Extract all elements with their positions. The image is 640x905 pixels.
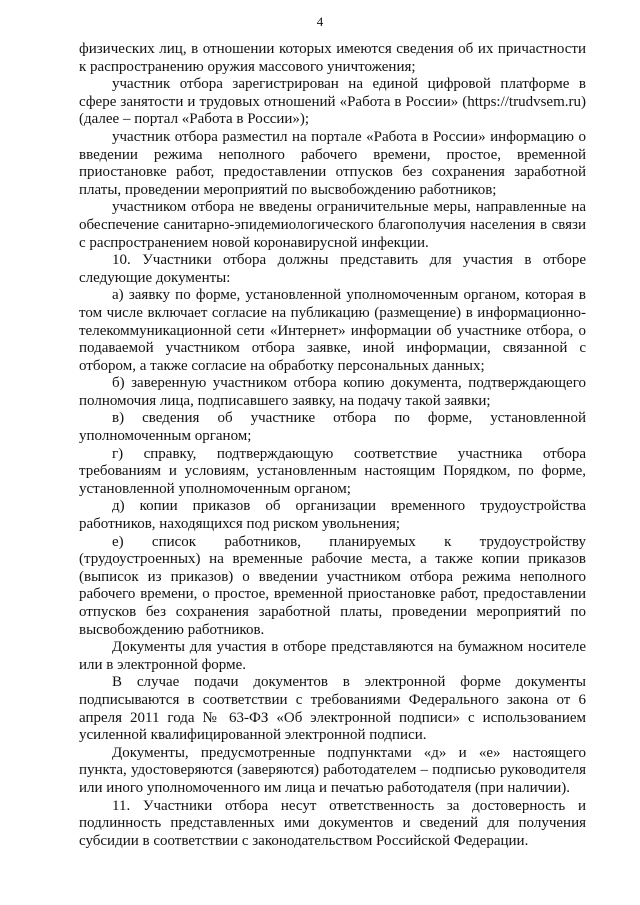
subparagraph-d: д) копии приказов об организации временного трудоустройства работников, находящихся под риском увольнения; [79, 498, 586, 533]
subparagraph-v: в) сведения об участнике отбора по форме, установленной уполномоченным органом; [79, 410, 586, 445]
subparagraph-b: б) заверенную участником отбора копию документа, подтверждающего полномочия лица, подписавшего заявку, на подачу такой заявки; [79, 375, 586, 409]
document-body [79, 41, 586, 850]
page-number: 4 [316, 14, 324, 29]
paragraph-restrictive-measures: участником отбора не введены ограничительные меры, направленные на обеспечение санитарно-эпидемиологического благополучия населения в связи с распространением новой коронавирусной инфекции. [79, 199, 586, 251]
subparagraph-a: а) заявку по форме, установленной уполномоченным органом, которая в том числе включает согласие на публикацию (размещение) в информационно-телекоммуникационной сети «Интернет» информации об участнике отбора, о подаваемой участником отбора заявке, иной информации, связанной с отбором, а также согласие на обработку персональных данных; [79, 287, 586, 374]
paragraph-continuation: физических лиц, в отношении которых имеются сведения об их причастности к распространению оружия массового уничтожения; [79, 41, 586, 75]
paragraph-trudvsem-registration: участник отбора зарегистрирован на единой цифровой платформе в сфере занятости и трудовых отношений «Работа в России» (https://trudvsem.ru) (далее – портал «Работа в России»); [79, 76, 586, 128]
paragraph-item-10: 10. Участники отбора должны представить для участия в отборе следующие документы: [79, 252, 586, 286]
paragraph-electronic-signature: В случае подачи документов в электронной форме документы подписываются в соответствии с требованиями Федерального закона от 6 апреля 2011 года № 63-ФЗ «Об электронной подписи» с использованием усиленной квалифицированной электронной подписи. [79, 674, 586, 744]
paragraph-portal-information: участник отбора разместил на портале «Работа в России» информацию о введении режима неполного рабочего времени, простое, временной приостановке работ, предоставлении отпусков без сохранения заработной платы, проведении мероприятий по высвобождению работников; [79, 128, 586, 198]
paragraph-certification: Документы, предусмотренные подпунктами «д» и «е» настоящего пункта, удостоверяются (заверяются) работодателем – подписью руководителя или иного уполномоченного им лица и печатью работодателя (при наличии). [79, 744, 586, 796]
subparagraph-g: г) справку, подтверждающую соответствие участника отбора требованиям и условиям, установленным настоящим Порядком, по форме, установленной уполномоченным органом; [79, 445, 586, 497]
paragraph-submission-form: Документы для участия в отборе представляются на бумажном носителе или в электронной форме. [79, 639, 586, 673]
subparagraph-e: е) список работников, планируемых к трудоустройству (трудоустроенных) на временные рабочие места, а также копии приказов (выписок из приказов) о введении участником отбора режима неполного рабочего времени, о простое, временной приостановке работ, предоставлении отпусков без сохранения заработной платы, проведении мероприятий по высвобождению работников. [79, 533, 586, 638]
paragraph-item-11: 11. Участники отбора несут ответственность за достоверность и подлинность представленных ими документов и сведений для получения субсидии в соответствии с законодательством Российской Федерации. [79, 797, 586, 849]
